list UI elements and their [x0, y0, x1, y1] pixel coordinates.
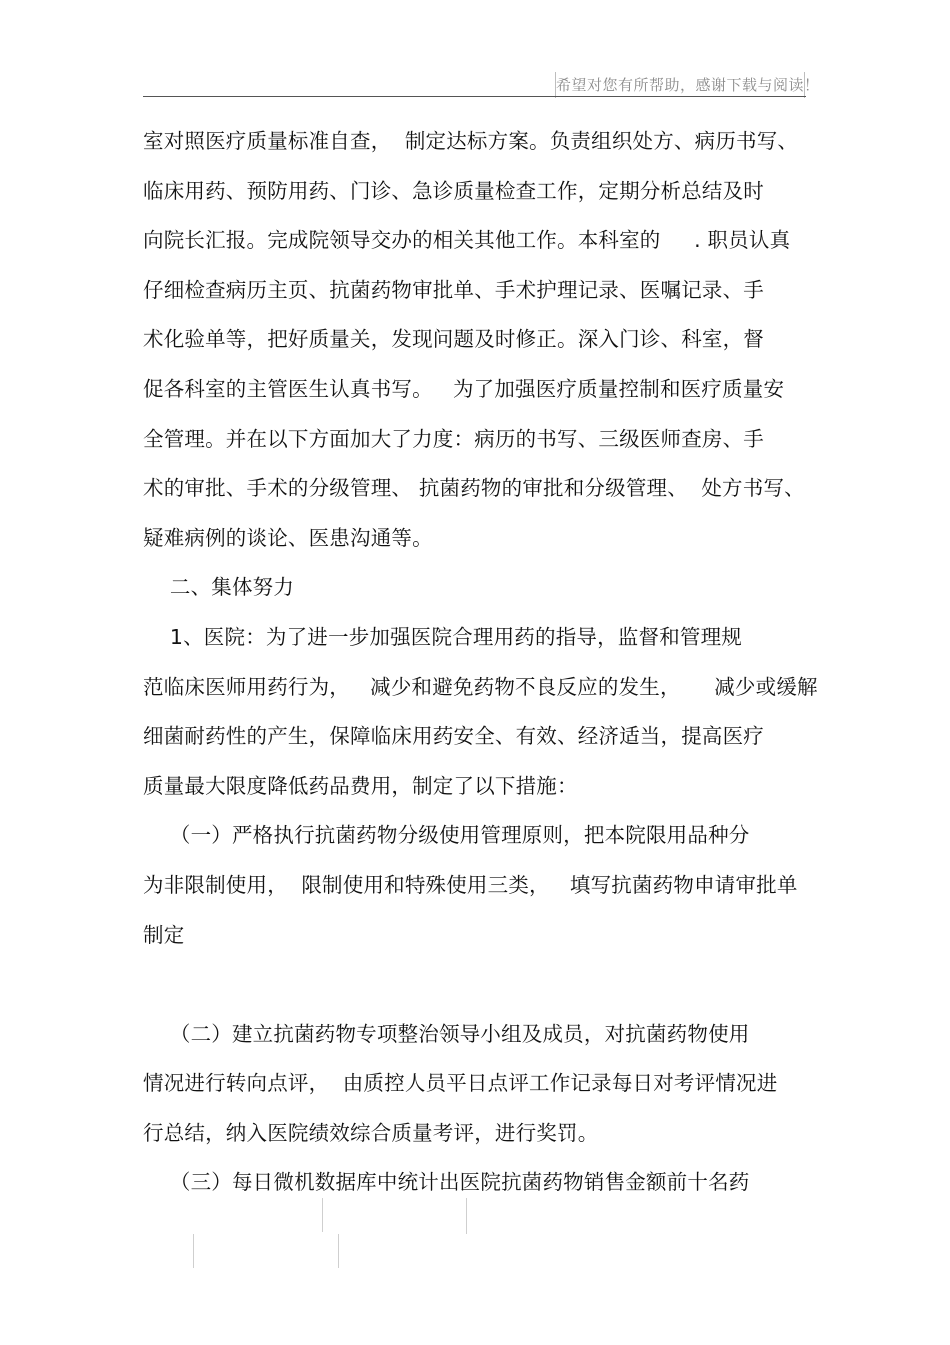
body-line: 向院长汇报。完成院领导交办的相关其他工作。本科室的 . 职员认真: [143, 228, 791, 253]
scan-mark: [193, 1234, 194, 1268]
body-line: 疑难病例的谈论、医患沟通等。: [143, 525, 433, 550]
header-note: 希望对您有所帮助，感谢下载与阅读！: [555, 72, 805, 98]
body-line: （三）每日微机数据库中统计出医院抗菌药物销售金额前十名药: [143, 1170, 750, 1195]
body-line: 仔细检查病历主页、抗菌药物审批单、手术护理记录、医嘱记录、手: [143, 277, 764, 302]
body-line: 全管理。并在以下方面加大了力度：病历的书写、三级医师查房、手: [143, 426, 764, 451]
body-line: （一）严格执行抗菌药物分级使用管理原则，把本院限用品种分: [143, 823, 750, 848]
body-line: 制定: [143, 922, 185, 947]
body-line: 术的审批、手术的分级管理、 抗菌药物的审批和分级管理、 处方书写、: [143, 476, 805, 501]
document-body: [143, 121, 818, 1212]
scan-mark: [466, 1198, 467, 1234]
body-line: 促各科室的主管医生认真书写。 为了加强医疗质量控制和医疗质量安: [143, 376, 785, 401]
body-line: （二）建立抗菌药物专项整治领导小组及成员，对抗菌药物使用: [143, 1021, 750, 1046]
body-line: 术化验单等，把好质量关，发现问题及时修正。深入门诊、科室，督: [143, 327, 764, 352]
body-line: 范临床医师用药行为， 减少和避免药物不良反应的发生， 减少或缓解: [143, 674, 818, 699]
scan-mark: [338, 1234, 339, 1268]
body-line: 1、医院：为了进一步加强医院合理用药的指导，监督和管理规: [143, 624, 743, 649]
body-line: 情况进行转向点评， 由质控人员平日点评工作记录每日对考评情况进: [143, 1071, 778, 1096]
paragraph-gap: [143, 964, 813, 1014]
scan-mark: [322, 1198, 323, 1232]
body-line: 细菌耐药性的产生，保障临床用药安全、有效、经济适当，提高医疗: [143, 724, 764, 749]
header-divider: [143, 96, 806, 97]
body-line: 室对照医疗质量标准自查， 制定达标方案。负责组织处方、病历书写、: [143, 129, 799, 153]
body-line: 质量最大限度降低药品费用，制定了以下措施：: [143, 773, 578, 798]
body-line: 为非限制使用， 限制使用和特殊使用三类， 填写抗菌药物申请审批单: [143, 872, 798, 897]
section-heading: 二、集体努力: [143, 575, 295, 600]
body-line: 行总结，纳入医院绩效综合质量考评，进行奖罚。: [143, 1120, 599, 1145]
body-line: 临床用药、预防用药、门诊、急诊质量检查工作，定期分析总结及时: [143, 178, 764, 203]
